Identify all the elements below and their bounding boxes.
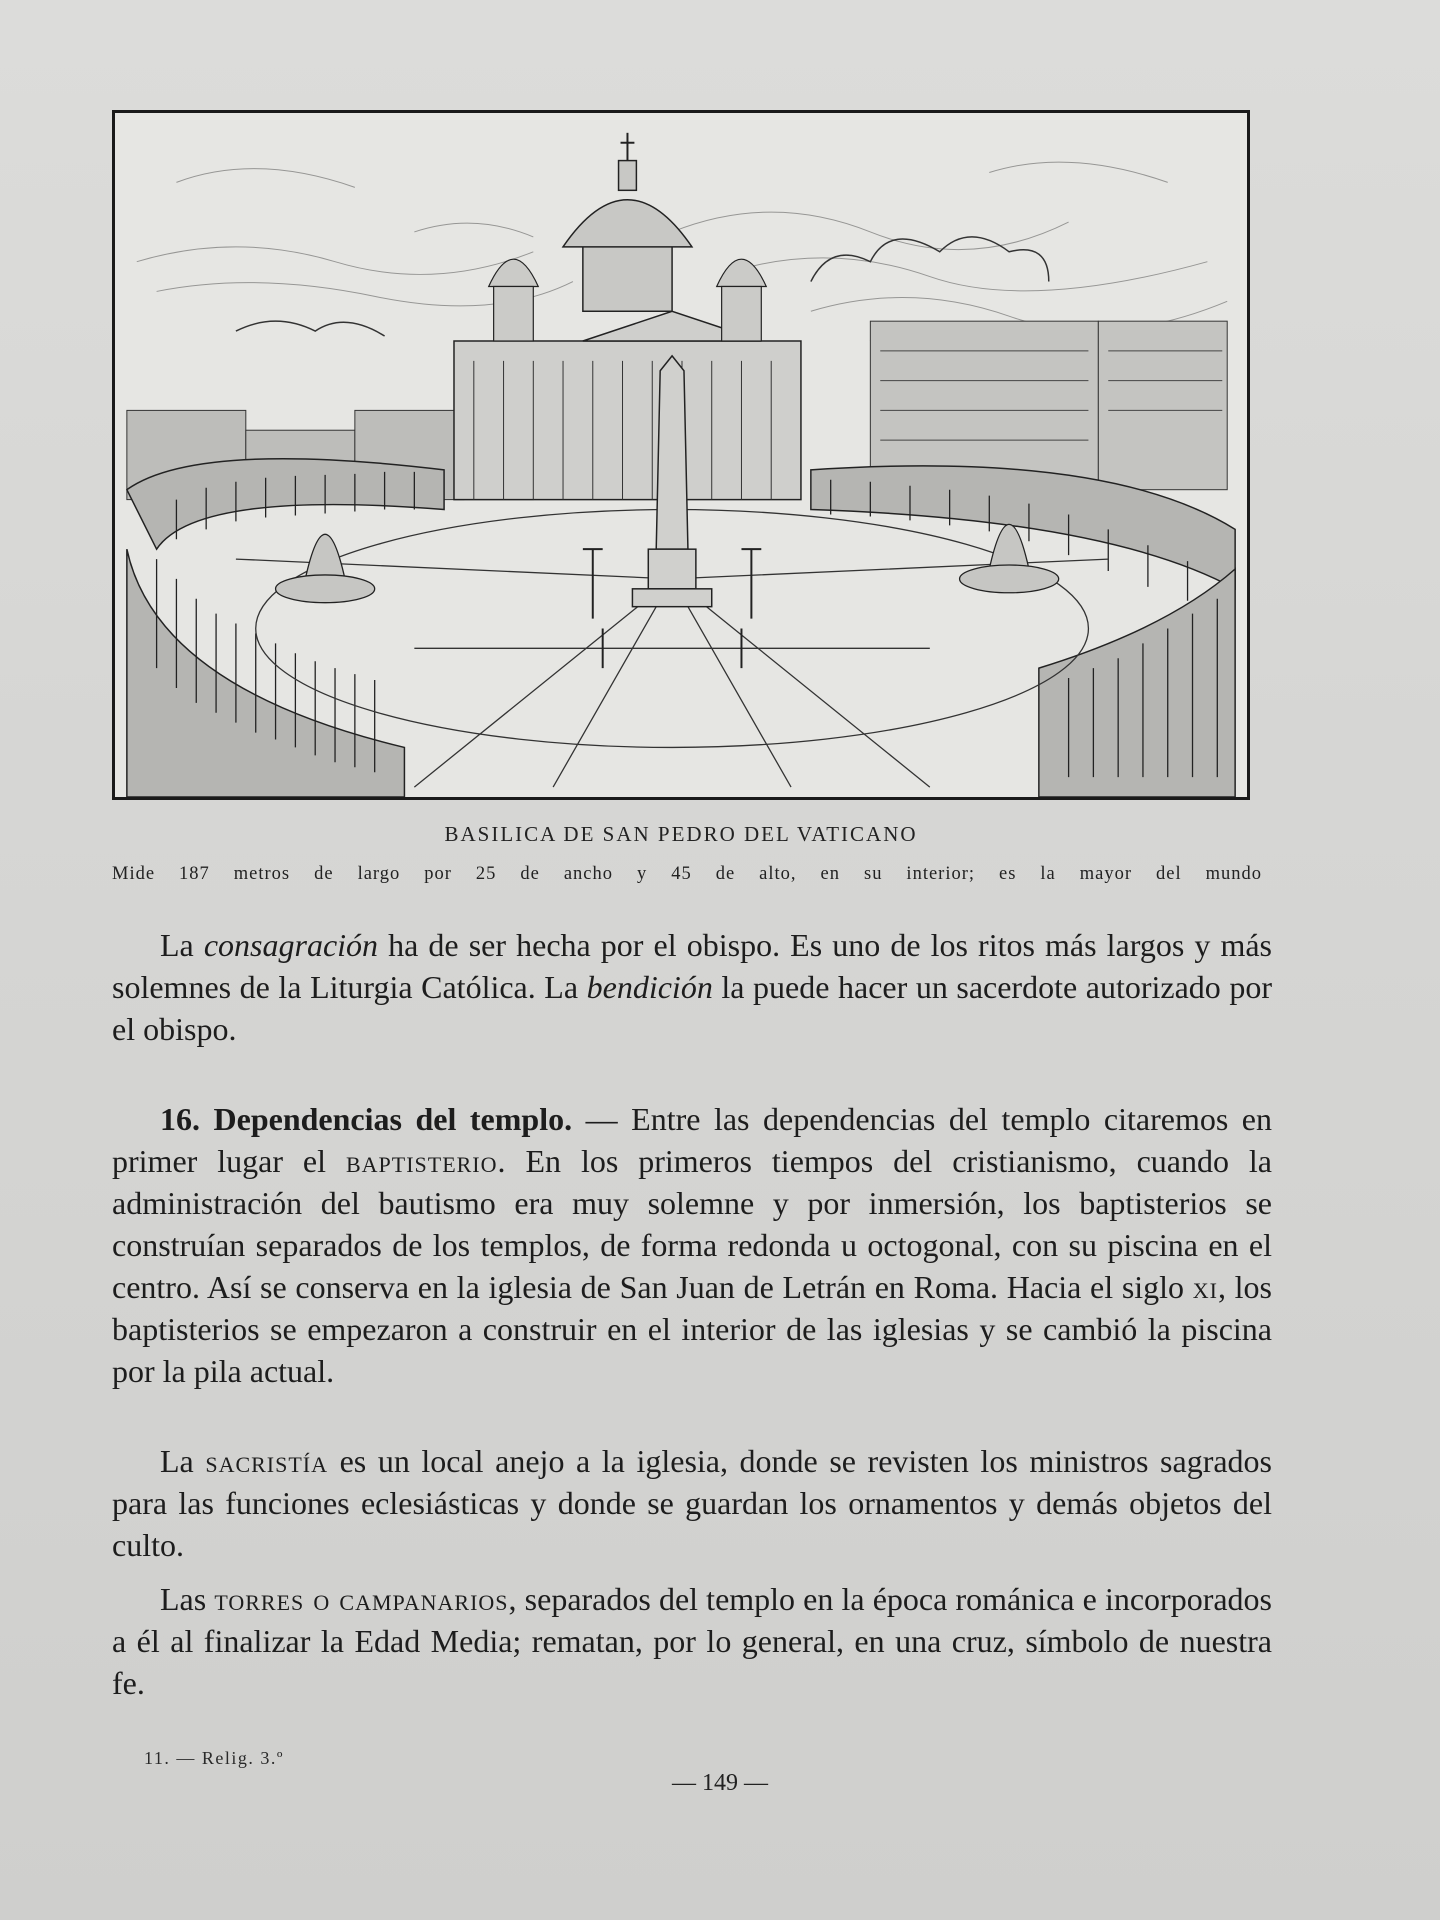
text-run: — Entre las dependencias del templo citaremos en primer lugar el xyxy=(112,1101,1273,1179)
paragraph-dependencias xyxy=(112,1098,1272,1392)
text-run: . En los primeros tiempos del cristianismo, cuando la administración del bautismo era muy solemne y por inmersión, los baptisterios se construían separados de los templos, de forma redonda u octogonal, con su piscina en el centro. Así se conserva en la iglesia de San Juan de Letrán en Roma. Hacia el siglo xyxy=(112,1143,1272,1305)
footer-signature: 11. — Relig. 3.º xyxy=(144,1748,284,1768)
smallcaps-term-torres: torres o campanarios xyxy=(214,1581,509,1617)
italic-term-bendicion: bendición xyxy=(586,969,713,1005)
text-run: es un local anejo a la iglesia, donde se revisten los ministros sagrados para las funciones eclesiásticas y donde se guardan los ornamentos y demás objetos del culto. xyxy=(112,1443,1273,1563)
figure-caption-description: Mide 187 metros de largo por 25 de ancho y 45 de alto, en su interior; es la mayor del mundo xyxy=(112,864,1262,884)
italic-term-consagracion: consagración xyxy=(203,927,379,963)
page-number: — 149 — xyxy=(672,1770,768,1796)
engraving-st-peters-basilica xyxy=(112,110,1250,800)
text-run: , los baptisterios se empezaron a construir en el interior de las iglesias y se cambió la piscina por la pila actual. xyxy=(112,1269,1273,1389)
figure-caption-title: BASILICA DE SAN PEDRO DEL VATICANO xyxy=(444,822,918,846)
text-run: La xyxy=(160,927,204,963)
text-run: Las xyxy=(160,1581,215,1617)
section-heading: 16. Dependencias del templo. xyxy=(160,1101,573,1137)
engraving-illustration xyxy=(115,113,1247,797)
text-run: la puede hacer un sacerdote autorizado por el obispo. xyxy=(112,969,1273,1047)
smallcaps-term-sacristia: sacristía xyxy=(205,1443,329,1479)
paragraph-sacristia xyxy=(112,1440,1272,1566)
paragraph-consagracion xyxy=(112,924,1272,1050)
century-numeral: xi xyxy=(1192,1269,1218,1305)
smallcaps-term-baptisterio: baptisterio xyxy=(345,1143,498,1179)
text-run: , separados del templo en la época románica e incorporados a él al finalizar la Edad Media; rematan, por lo general, en una cruz, símbolo de nuestra fe. xyxy=(112,1581,1273,1701)
text-run: ha de ser hecha por el obispo. Es uno de los ritos más largos y más solemnes de la Liturgia Católica. La xyxy=(112,927,1273,1005)
paragraph-torres xyxy=(112,1578,1272,1704)
text-run: La xyxy=(160,1443,206,1479)
